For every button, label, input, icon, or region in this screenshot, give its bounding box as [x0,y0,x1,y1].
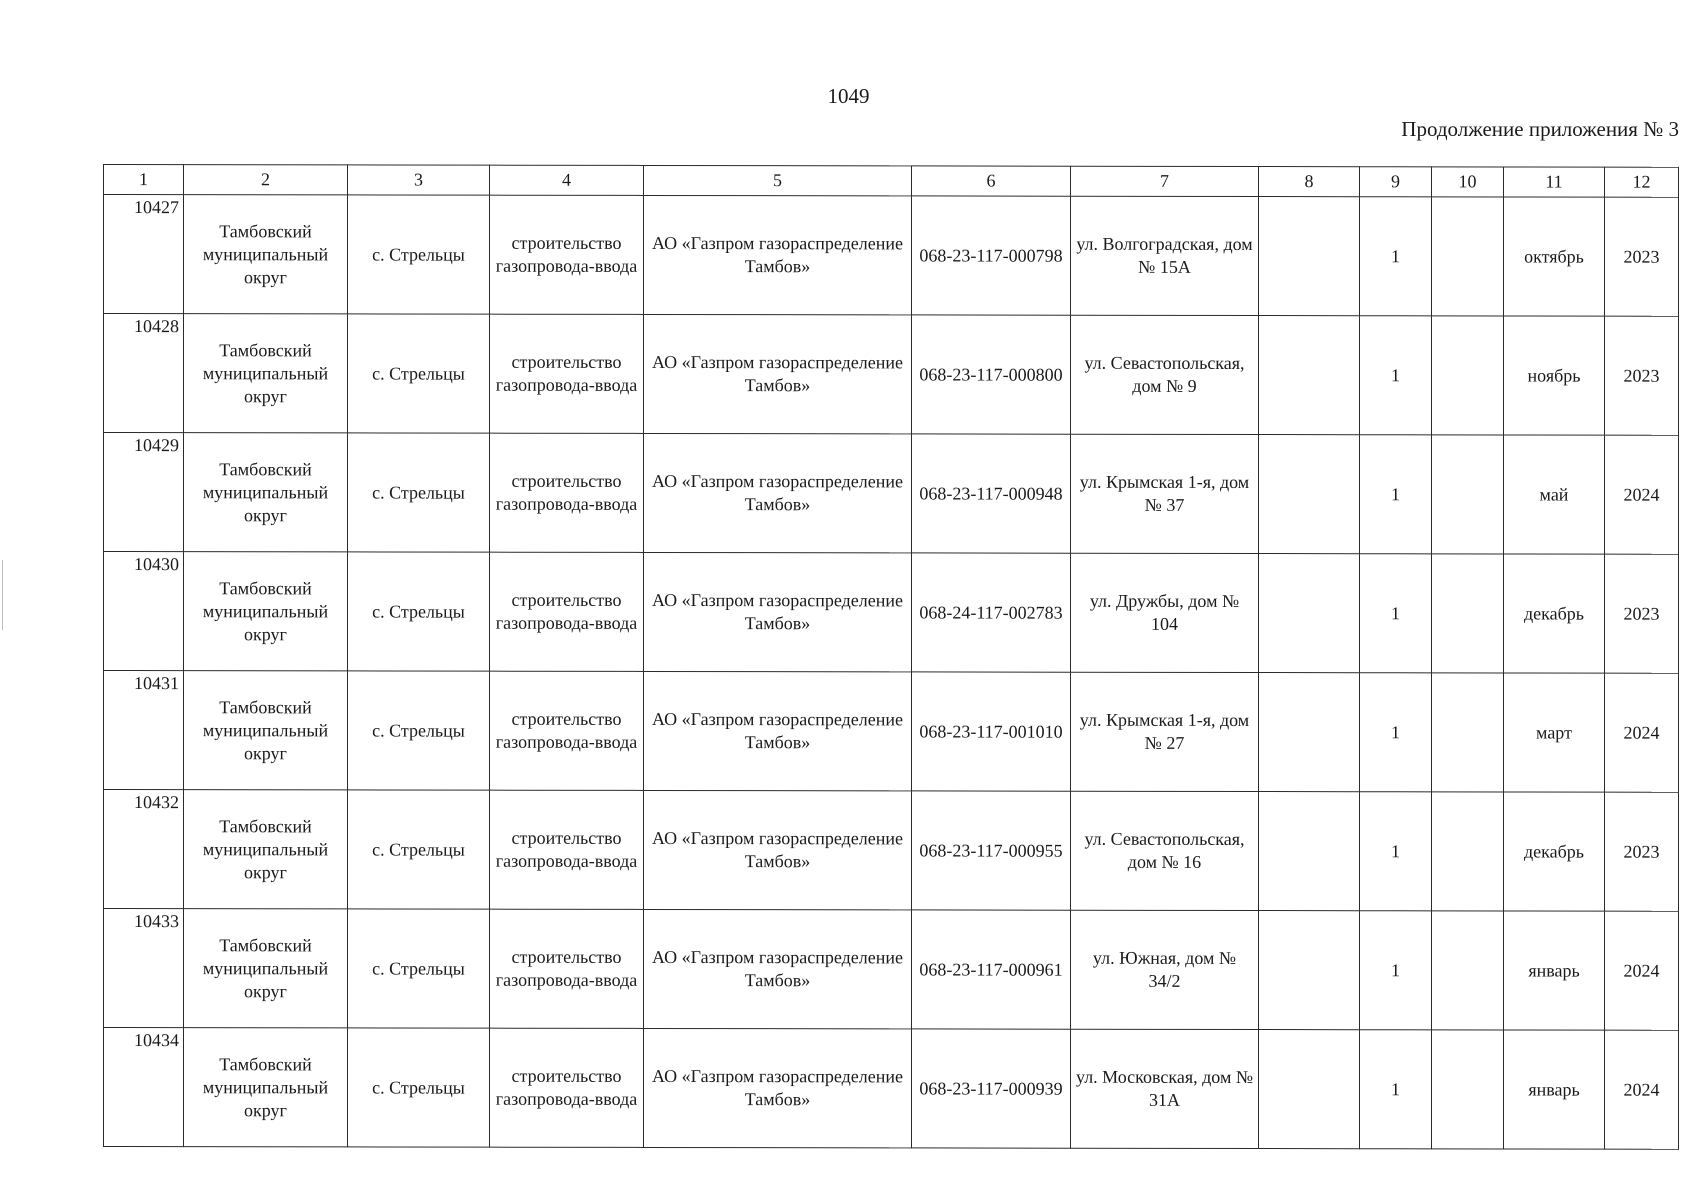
work-type-cell: строительство газопровода-ввода [490,909,644,1028]
column-8-cell [1259,1030,1360,1149]
district-cell: Тамбовский муниципальный округ [184,195,348,314]
quantity-cell: 1 [1360,1030,1432,1149]
locality-cell: с. Стрельцы [348,671,490,790]
appendix-continuation-note: Продолжение приложения № 3 [1401,117,1679,141]
year-cell: 2023 [1605,197,1679,316]
row-number: 10430 [104,552,184,671]
work-type-cell: строительство газопровода-ввода [490,671,644,790]
row-number: 10434 [104,1028,184,1147]
column-number-10: 10 [1432,167,1504,197]
column-8-cell [1259,911,1360,1030]
locality-cell: с. Стрельцы [348,909,490,1028]
row-number: 10431 [104,671,184,790]
table-row [104,195,1679,317]
work-type-cell: строительство газопровода-ввода [490,790,644,909]
object-code-cell: 068-24-117-002783 [912,553,1071,672]
column-10-cell [1432,911,1504,1030]
object-code-cell: 068-23-117-000939 [912,1029,1071,1148]
address-cell: ул. Крымская 1-я, дом № 37 [1071,434,1259,553]
registry-table [103,164,1679,1150]
organization-cell: АО «Газпром газораспределение Тамбов» [644,433,912,552]
row-number: 10427 [104,195,184,314]
quantity-cell: 1 [1360,554,1432,673]
year-cell: 2023 [1605,316,1679,435]
table-row [104,790,1679,912]
locality-cell: с. Стрельцы [348,1028,490,1147]
quantity-cell: 1 [1360,435,1432,554]
object-code-cell: 068-23-117-000948 [912,434,1071,553]
column-8-cell [1259,435,1360,554]
work-type-cell: строительство газопровода-ввода [490,314,644,433]
object-code-cell: 068-23-117-000800 [912,315,1071,434]
locality-cell: с. Стрельцы [348,790,490,909]
district-cell: Тамбовский муниципальный округ [184,671,348,790]
column-10-cell [1432,792,1504,911]
table-row [104,552,1679,674]
column-number-5: 5 [644,165,912,195]
scan-edge-mark [2,560,3,630]
column-number-8: 8 [1259,167,1360,197]
month-cell: январь [1504,911,1605,1030]
quantity-cell: 1 [1360,792,1432,911]
month-cell: декабрь [1504,554,1605,673]
column-10-cell [1432,673,1504,792]
column-number-2: 2 [184,165,348,195]
row-number: 10428 [104,314,184,433]
address-cell: ул. Южная, дом № 34/2 [1071,910,1259,1029]
organization-cell: АО «Газпром газораспределение Тамбов» [644,552,912,671]
year-cell: 2024 [1605,1030,1679,1149]
column-8-cell [1259,792,1360,911]
column-8-cell [1259,197,1360,316]
district-cell: Тамбовский муниципальный округ [184,552,348,671]
year-cell: 2023 [1605,792,1679,911]
organization-cell: АО «Газпром газораспределение Тамбов» [644,671,912,790]
column-number-row [104,165,1679,198]
table-row [104,433,1679,555]
row-number: 10429 [104,433,184,552]
year-cell: 2023 [1605,554,1679,673]
table-row [104,314,1679,436]
address-cell: ул. Дружбы, дом № 104 [1071,553,1259,672]
year-cell: 2024 [1605,435,1679,554]
column-number-3: 3 [348,165,490,195]
object-code-cell: 068-23-117-000798 [912,196,1071,315]
quantity-cell: 1 [1360,911,1432,1030]
address-cell: ул. Московская, дом № 31А [1071,1029,1259,1148]
month-cell: май [1504,435,1605,554]
organization-cell: АО «Газпром газораспределение Тамбов» [644,790,912,909]
month-cell: январь [1504,1030,1605,1149]
locality-cell: с. Стрельцы [348,195,490,314]
column-8-cell [1259,673,1360,792]
column-8-cell [1259,316,1360,435]
column-8-cell [1259,554,1360,673]
column-number-12: 12 [1605,167,1679,197]
column-number-11: 11 [1504,167,1605,197]
table-row [104,909,1679,1031]
organization-cell: АО «Газпром газораспределение Тамбов» [644,1028,912,1147]
district-cell: Тамбовский муниципальный округ [184,909,348,1028]
row-number: 10433 [104,909,184,1028]
organization-cell: АО «Газпром газораспределение Тамбов» [644,909,912,1028]
month-cell: март [1504,673,1605,792]
quantity-cell: 1 [1360,197,1432,316]
address-cell: ул. Волгоградская, дом № 15А [1071,196,1259,315]
row-number: 10432 [104,790,184,909]
year-cell: 2024 [1605,673,1679,792]
table-row [104,1028,1679,1150]
column-10-cell [1432,1030,1504,1149]
address-cell: ул. Крымская 1-я, дом № 27 [1071,672,1259,791]
column-number-1: 1 [104,165,184,195]
column-10-cell [1432,316,1504,435]
work-type-cell: строительство газопровода-ввода [490,195,644,314]
object-code-cell: 068-23-117-001010 [912,672,1071,791]
district-cell: Тамбовский муниципальный округ [184,314,348,433]
column-10-cell [1432,435,1504,554]
organization-cell: АО «Газпром газораспределение Тамбов» [644,195,912,314]
object-code-cell: 068-23-117-000955 [912,791,1071,910]
column-number-4: 4 [490,165,644,195]
quantity-cell: 1 [1360,673,1432,792]
table-row [104,671,1679,793]
object-code-cell: 068-23-117-000961 [912,910,1071,1029]
district-cell: Тамбовский муниципальный округ [184,1028,348,1147]
locality-cell: с. Стрельцы [348,314,490,433]
month-cell: декабрь [1504,792,1605,911]
address-cell: ул. Севастопольская, дом № 9 [1071,315,1259,434]
year-cell: 2024 [1605,911,1679,1030]
address-cell: ул. Севастопольская, дом № 16 [1071,791,1259,910]
work-type-cell: строительство газопровода-ввода [490,433,644,552]
work-type-cell: строительство газопровода-ввода [490,1028,644,1147]
locality-cell: с. Стрельцы [348,552,490,671]
quantity-cell: 1 [1360,316,1432,435]
organization-cell: АО «Газпром газораспределение Тамбов» [644,314,912,433]
page-number: 1049 [827,84,870,108]
district-cell: Тамбовский муниципальный округ [184,790,348,909]
work-type-cell: строительство газопровода-ввода [490,552,644,671]
column-10-cell [1432,554,1504,673]
month-cell: ноябрь [1504,316,1605,435]
district-cell: Тамбовский муниципальный округ [184,433,348,552]
month-cell: октябрь [1504,197,1605,316]
column-number-9: 9 [1360,167,1432,197]
column-number-6: 6 [912,166,1071,196]
column-number-7: 7 [1071,166,1259,196]
locality-cell: с. Стрельцы [348,433,490,552]
column-10-cell [1432,197,1504,316]
